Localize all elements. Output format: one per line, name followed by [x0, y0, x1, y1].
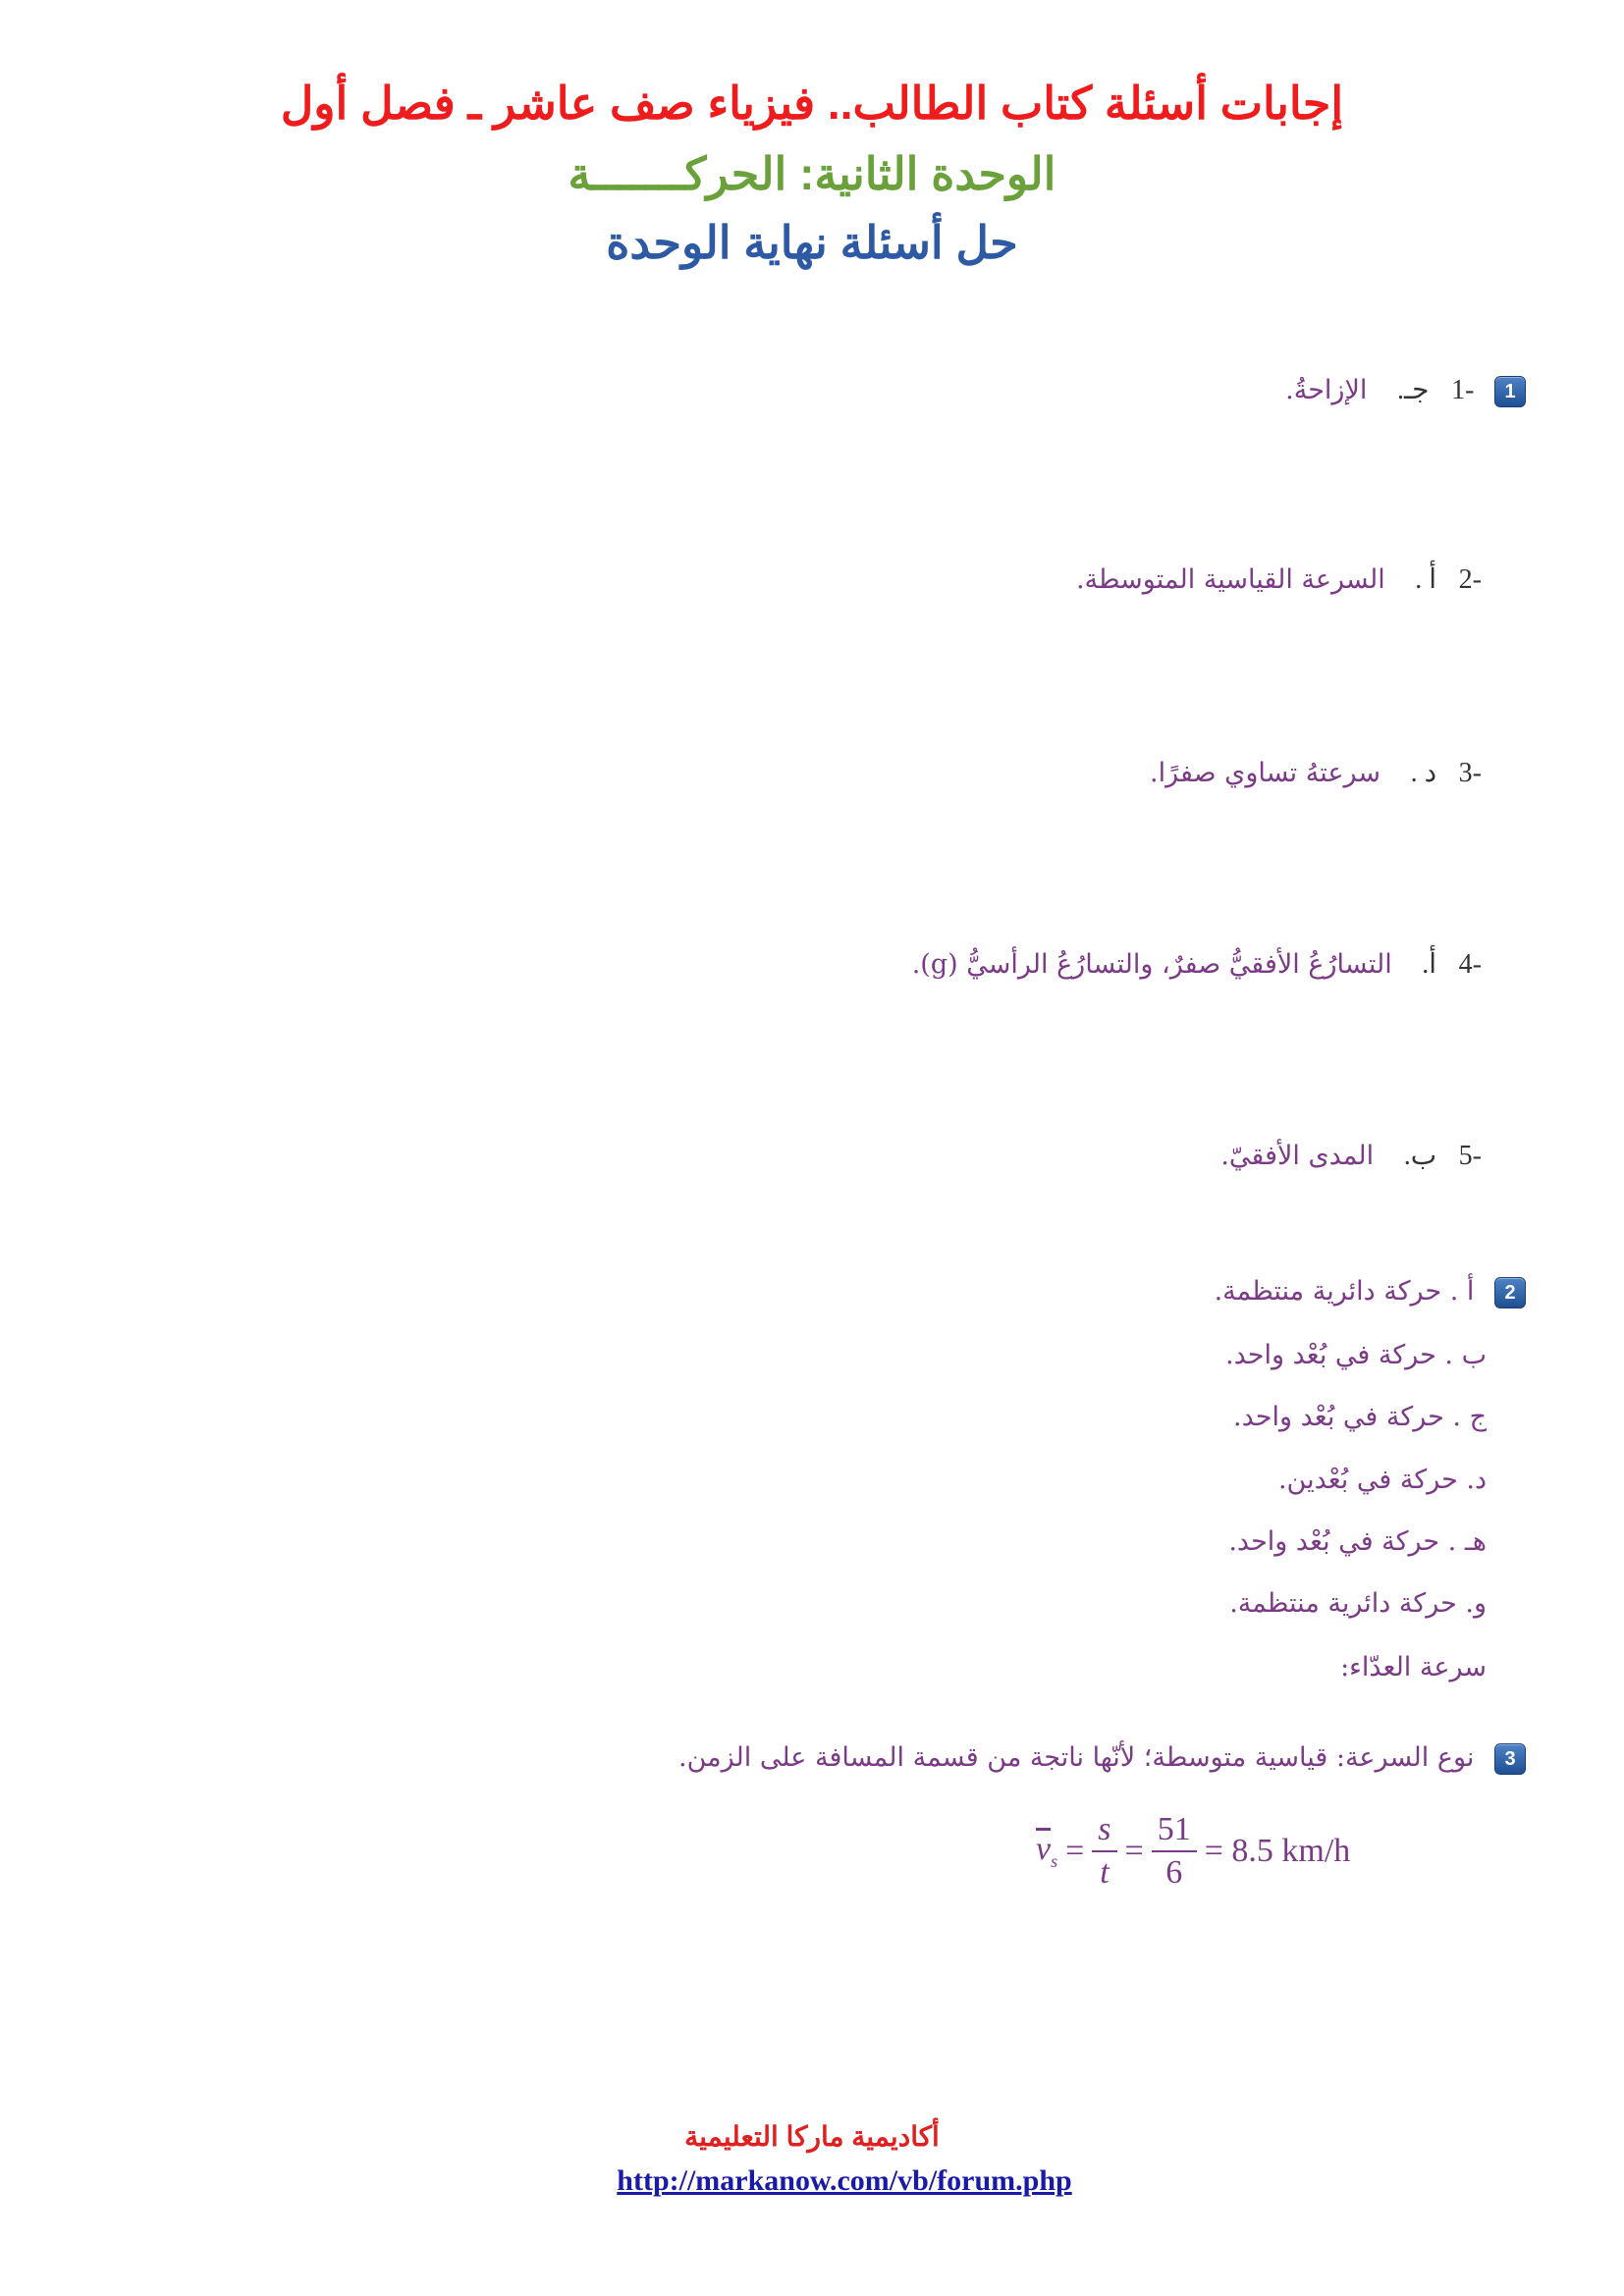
q1-item-2 [1076, 562, 1482, 596]
document-title: إجابات أسئلة كتاب الطالب.. فيزياء صف عاشر ـ فصل أول [280, 78, 1344, 129]
item-text: المدى الأفقيّ. [1220, 1141, 1375, 1171]
footer-academy-name: أكاديمية ماركا التعليمية [684, 2121, 940, 2152]
item-letter: أ . [1415, 564, 1437, 595]
q2-item-b: ب . حركة في بُعْد واحد. [1225, 1340, 1487, 1370]
item-number: -2 [1458, 564, 1482, 595]
item-text: الإزاحةُ. [1285, 375, 1368, 405]
fraction-distance-time: $\frac{s}{t}$ [1092, 1811, 1116, 1892]
formula-result: = 8.5 km/h [1204, 1833, 1351, 1869]
q3-text [678, 1742, 1526, 1775]
item-text: أ . حركة دائرية منتظمة. [1214, 1276, 1475, 1307]
item-text: السرعة القياسية المتوسطة. [1075, 564, 1385, 595]
item-letter: د . [1410, 758, 1437, 788]
item-number: -5 [1458, 1141, 1482, 1171]
section-subtitle: حل أسئلة نهاية الوحدة [606, 217, 1018, 268]
item-number: -3 [1458, 758, 1482, 788]
formula-equals: = [1124, 1833, 1144, 1869]
item-letter: أ. [1422, 949, 1437, 980]
item-text: التسارُعُ الأفقيُّ صفرٌ، والتسارُعُ الرأسيُّ (g). [911, 949, 1392, 980]
q2-badge-icon: 2 [1494, 1277, 1526, 1308]
item-letter: ب. [1403, 1141, 1437, 1171]
q2-item-e: هـ . حركة في بُعْد واحد. [1228, 1526, 1487, 1557]
q3-badge-icon: 3 [1494, 1743, 1526, 1775]
footer-forum-link[interactable]: http://markanow.com/vb/forum.php [617, 2164, 1072, 2197]
speed-formula [1036, 1811, 1350, 1892]
q2-item-d: د. حركة في بُعْدين. [1277, 1465, 1487, 1495]
q1-item-4 [912, 947, 1482, 981]
formula-velocity: $\overline{v}_s$ [1036, 1831, 1058, 1871]
item-text: نوع السرعة: قياسية متوسطة؛ لأنّها ناتجة من قسمة المسافة على الزمن. [678, 1742, 1475, 1773]
item-text: سرعتهُ تساوي صفرًا. [1150, 758, 1381, 788]
q2-item-a [1215, 1276, 1526, 1308]
q2-item-f: و. حركة دائرية منتظمة. [1229, 1588, 1487, 1619]
unit-title: الوحدة الثانية: الحركـــــــة [568, 148, 1056, 199]
q1-badge-icon: 1 [1494, 376, 1526, 407]
item-letter: جـ. [1396, 375, 1430, 405]
item-number: -4 [1458, 949, 1482, 980]
q1-item-3 [1150, 756, 1482, 789]
fraction-values: $\frac{51}{6}$ [1152, 1811, 1197, 1892]
q1-item-1 [1285, 373, 1526, 407]
q1-item-5 [1220, 1139, 1482, 1172]
formula-equals: = [1065, 1833, 1085, 1869]
item-number: -1 [1451, 375, 1475, 405]
q2-item-c: ج . حركة في بُعْد واحد. [1233, 1402, 1487, 1432]
q2-runner-speed: سرعة العدّاء: [1340, 1652, 1487, 1682]
